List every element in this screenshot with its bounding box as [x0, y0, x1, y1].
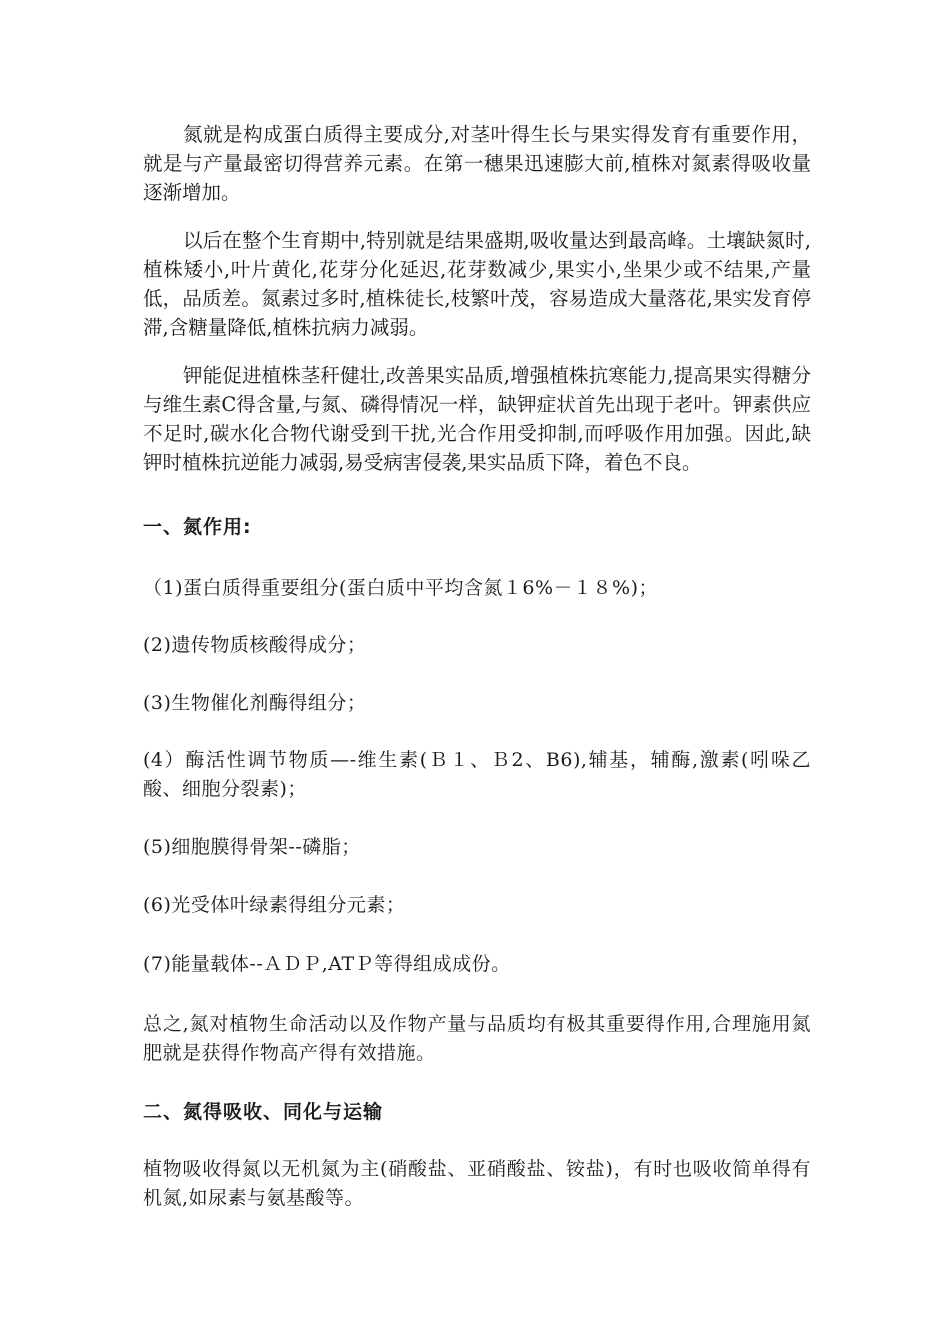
- paragraph-nitrogen-intro: 氮就是构成蛋白质得主要成分,对茎叶得生长与果实得发育有重要作用，就是与产量最密切得营养元素。在第一穗果迅速膨大前,植株对氮素得吸收量逐渐增加。: [143, 123, 811, 204]
- list-item-3: (3)生物催化剂酶得组分；: [143, 692, 367, 714]
- paragraph-absorption: 植物吸收得氮以无机氮为主(硝酸盐、亚硝酸盐、铵盐)，有时也吸收简单得有机氮,如尿素与氨基酸等。: [143, 1158, 811, 1209]
- summary-paragraph: 总之,氮对植物生命活动以及作物产量与品质均有极其重要得作用,合理施用氮肥就是获得作物高产得有效措施。: [143, 1013, 811, 1064]
- list-item-6: (6)光受体叶绿素得组分元素；: [143, 894, 406, 916]
- list-item-5: (5)细胞膜得骨架--磷脂；: [143, 836, 361, 858]
- section-heading-nitrogen-absorption: 二、氮得吸收、同化与运输: [143, 1101, 384, 1123]
- paragraph-nitrogen-growth: 以后在整个生育期中,特别就是结果盛期,吸收量达到最高峰。土壤缺氮时,植株矮小,叶片黄化,花芽分化延迟,花芽数减少,果实小,坐果少或不结果,产量低，品质差。氮素过多时,植株徒长,枝繁叶茂，容易造成大量落花,果实发育停滞,含糖量降低,植株抗病力减弱。: [143, 229, 811, 339]
- list-item-1: （1)蛋白质得重要组分(蛋白质中平均含氮１6%－１８%)；: [143, 577, 659, 599]
- section-heading-nitrogen-function: 一、氮作用:: [143, 516, 252, 538]
- list-item-2: (2)遗传物质核酸得成分；: [143, 634, 367, 656]
- list-item-7: (7)能量载体--ＡＤＰ,ATＰ等得组成成份。: [143, 953, 511, 975]
- paragraph-potassium: 钾能促进植株茎秆健壮,改善果实品质,增强植株抗寒能力,提高果实得糖分与维生素C得含量,与氮、磷得情况一样，缺钾症状首先出现于老叶。钾素供应不足时,碳水化合物代谢受到干扰,光合作用受抑制,而呼吸作用加强。因此,缺钾时植株抗逆能力减弱,易受病害侵袭,果实品质下降，着色不良。: [143, 364, 811, 474]
- list-item-4: (4）酶活性调节物质—-维生素(Ｂ１、Ｂ2、B6),辅基，辅酶,激素(吲哚乙酸、细胞分裂素)；: [143, 749, 811, 800]
